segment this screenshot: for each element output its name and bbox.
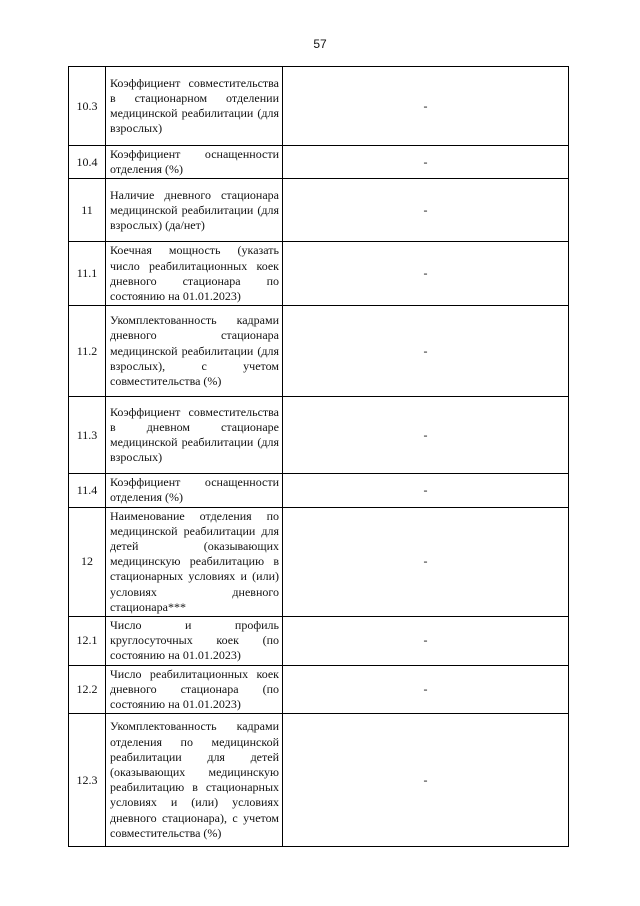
row-number: 10.3 xyxy=(69,67,106,146)
row-number: 11 xyxy=(69,179,106,242)
row-value: - xyxy=(283,306,569,397)
table-row xyxy=(69,714,569,847)
row-number: 11.2 xyxy=(69,306,106,397)
row-value: - xyxy=(283,617,569,666)
table-row xyxy=(69,146,569,179)
table-row xyxy=(69,665,569,714)
row-value: - xyxy=(283,146,569,179)
row-description: Укомплектованность кадрами отделения по медицинской реабилитации для детей (оказывающих медицинскую реабилитацию в стационарных условиях и (или) условиях дневного стационара), с учетом совместительства (%) xyxy=(106,714,283,847)
row-number: 11.1 xyxy=(69,242,106,306)
page-number: 57 xyxy=(313,37,327,51)
row-description: Укомплектованность кадрами дневного стационара медицинской реабилитации (для взрослых), с учетом совместительства (%) xyxy=(106,306,283,397)
row-value: - xyxy=(283,665,569,714)
table-row xyxy=(69,242,569,306)
table-row xyxy=(69,507,569,616)
row-number: 12.2 xyxy=(69,665,106,714)
row-value: - xyxy=(283,179,569,242)
row-number: 10.4 xyxy=(69,146,106,179)
row-description: Коэффициент оснащенности отделения (%) xyxy=(106,146,283,179)
row-description: Наличие дневного стационара медицинской реабилитации (для взрослых) (да/нет) xyxy=(106,179,283,242)
row-number: 12 xyxy=(69,507,106,616)
row-value: - xyxy=(283,474,569,507)
row-value: - xyxy=(283,397,569,474)
row-description: Наименование отделения по медицинской реабилитации для детей (оказывающих медицинскую реабилитацию в стационарных условиях и (или) условиях дневного стационара*** xyxy=(106,507,283,616)
table-row xyxy=(69,474,569,507)
row-number: 11.3 xyxy=(69,397,106,474)
table-row xyxy=(69,397,569,474)
row-description: Коэффициент совместительства в дневном стационаре медицинской реабилитации (для взрослых) xyxy=(106,397,283,474)
row-value: - xyxy=(283,67,569,146)
table-row xyxy=(69,179,569,242)
row-value: - xyxy=(283,242,569,306)
indicator-table xyxy=(68,66,569,847)
row-description: Число и профиль круглосуточных коек (по состоянию на 01.01.2023) xyxy=(106,617,283,666)
table-row xyxy=(69,617,569,666)
row-number: 11.4 xyxy=(69,474,106,507)
row-description: Коечная мощность (указать число реабилитационных коек дневного стационара по состоянию на 01.01.2023) xyxy=(106,242,283,306)
row-value: - xyxy=(283,714,569,847)
row-description: Число реабилитационных коек дневного стационара (по состоянию на 01.01.2023) xyxy=(106,665,283,714)
row-number: 12.3 xyxy=(69,714,106,847)
table-row xyxy=(69,306,569,397)
row-description: Коэффициент оснащенности отделения (%) xyxy=(106,474,283,507)
row-description: Коэффициент совместительства в стационарном отделении медицинской реабилитации (для взрослых) xyxy=(106,67,283,146)
row-number: 12.1 xyxy=(69,617,106,666)
table-row xyxy=(69,67,569,146)
row-value: - xyxy=(283,507,569,616)
